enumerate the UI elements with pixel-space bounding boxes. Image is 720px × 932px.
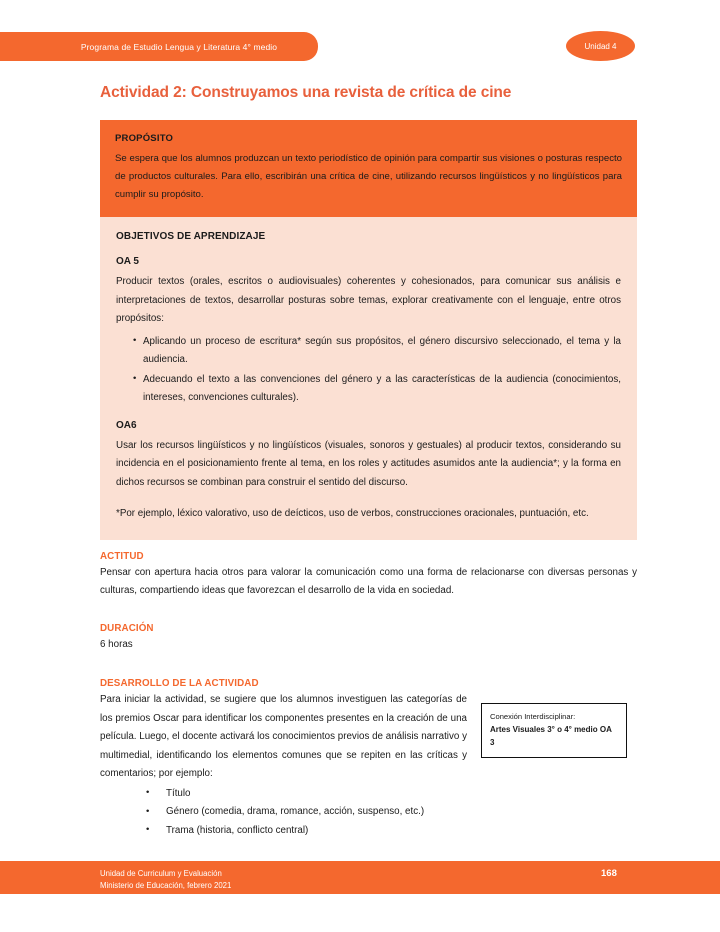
page-title: Actividad 2: Construyamos una revista de crítica de cine: [100, 84, 512, 101]
purpose-body: Se espera que los alumnos produzcan un texto periodístico de opinión para compartir sus visiones o posturas respecto de productos culturales. Para ello, escribirán una crítica de cine, utilizando recursos lingüísticos y no lingüísticos para cumplir su propósito.: [115, 153, 622, 200]
list-item: • Título: [146, 785, 637, 804]
duration-section: [100, 623, 637, 655]
footer-institution: [100, 868, 231, 891]
purpose-panel: [100, 120, 637, 217]
page-number: 168: [601, 868, 617, 879]
list-item: • Aplicando un proceso de escritura* según sus propósitos, el género discursivo seleccionado, el tema y la audiencia.: [133, 333, 621, 370]
footer-line-1: Unidad de Curriculum y Evaluación: [100, 869, 222, 878]
development-heading: DESARROLLO DE LA ACTIVIDAD: [100, 678, 259, 689]
footer-line-2: Ministerio de Educación, febrero 2021: [100, 880, 232, 890]
oa6-footnote: *Por ejemplo, léxico valorativo, uso de deícticos, uso de verbos, construcciones oracionales, puntuación, etc.: [116, 508, 589, 519]
list-item: • Trama (historia, conflicto central): [146, 822, 637, 841]
objectives-heading: OBJETIVOS DE APRENDIZAJE: [116, 231, 266, 242]
purpose-heading: PROPÓSITO: [115, 133, 174, 144]
attitude-body: Pensar con apertura hacia otros para valorar la comunicación como una forma de relacionarse con diversas personas y culturas, compartiendo ideas que favorezcan el desarrollo de la vida en sociedad.: [100, 566, 637, 596]
duration-body: 6 horas: [100, 638, 133, 650]
program-header-label: Programa de Estudio Lengua y Literatura 4° medio: [80, 41, 278, 52]
oa6-code: OA6: [116, 419, 137, 431]
unit-badge: [566, 31, 635, 61]
list-item: • Adecuando el texto a las convenciones del género y a las características de la audiencia (conocimientos, intereses, convenciones culturales).: [133, 371, 621, 408]
oa5-bullet-list: [116, 333, 621, 408]
oa6-text: Usar los recursos lingüísticos y no lingüísticos (visuales, sonoros y gestuales) al producir textos, considerando su incidencia en el posicionamiento frente al tema, en los roles y actitudes asumidos ante la audiencia*; y la forma en dichos recursos se combinan para construir el sentido del discurso.: [116, 439, 621, 488]
development-bullet-list: [100, 785, 637, 841]
development-body-wrap: [100, 691, 637, 784]
unit-badge-label: Unidad 4: [584, 41, 617, 51]
oa5-code: OA 5: [116, 256, 139, 267]
objectives-panel: [100, 217, 637, 540]
program-header-tab: [0, 32, 318, 61]
interdisciplinary-connection-box: [481, 703, 627, 758]
attitude-section: [100, 551, 637, 601]
interdisciplinary-value: Artes Visuales 3° o 4° medio OA 3: [490, 725, 612, 747]
development-section: [100, 678, 637, 840]
interdisciplinary-label: Conexión Interdisciplinar:: [490, 712, 576, 721]
attitude-heading: ACTITUD: [100, 550, 144, 562]
oa5-text: Producir textos (orales, escritos o audiovisuales) coherentes y cohesionados, para comunicar sus análisis e interpretaciones de textos, desarrollar posturas sobre temas, explorar creativamente con el lenguaje, entre otros propósitos:: [116, 276, 621, 324]
list-item: • Género (comedia, drama, romance, acción, suspenso, etc.): [146, 803, 637, 822]
development-paragraph: Para iniciar la actividad, se sugiere que los alumnos investiguen las categorías de los premios Oscar para identificar los componentes presentes en la creación de una película. Luego, el docente activará los conocimientos previos de análisis narrativo y multimedial, identificando los elementos comunes que se repiten en las críticas y comentarios; por ejemplo:: [100, 694, 467, 779]
document-content: [100, 120, 637, 840]
duration-heading: DURACIÓN: [100, 622, 154, 634]
